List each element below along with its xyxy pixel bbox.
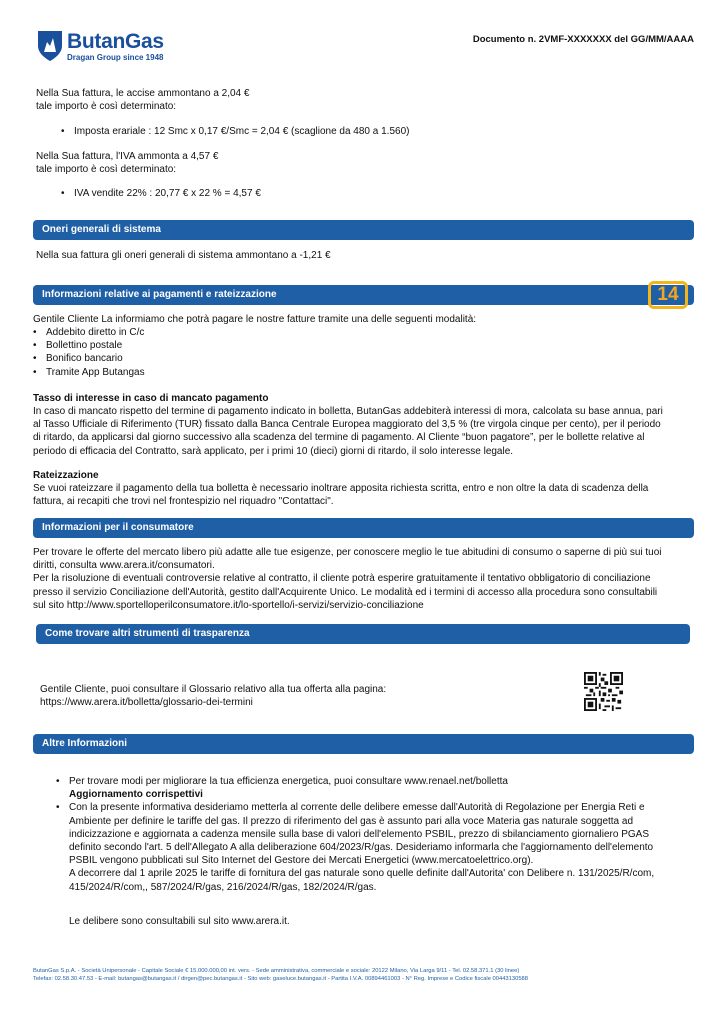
rateizzazione-title: Rateizzazione [33, 470, 99, 481]
footer-line-1: ButanGas S.p.A. - Società Unipersonale - Capitale Sociale € 15.000.000,00 int. vers. - Sede amministrativa, commerciale e sociale: 20122 Milano, Via Larga 9/11 - Tel. 02.58.371.1 (30 linee) [33, 968, 520, 974]
tasso-line: periodo di efficacia del Contratto, sarà applicato, per i primi 10 (dieci) giorni di ritardo, il solo interesse legale. [33, 445, 514, 457]
consumatore-line: Per trovare le offerte del mercato libero più adatte alle tue esigenze, per conoscere meglio le tue abitudini di consumo o saperne di più sui tuoi [33, 547, 662, 558]
tasso-line: di ritardo, da applicarsi dal giorno successivo alla scadenza del termine di pagamento. Al Cliente “buon pagatore”, per le bollette relative al [33, 432, 645, 444]
page-badge: 14 [648, 281, 688, 309]
accise-list [61, 125, 409, 138]
pagamenti-intro: Gentile Cliente La informiamo che potrà pagare le nostre fatture tramite una delle seguenti modalità: [33, 314, 477, 325]
brand-tagline: Dragan Group since 1948 [67, 53, 164, 62]
section-trasparenza-header: Come trovare altri strumenti di trasparenza [36, 624, 690, 644]
delibere-line: definito secondo l'art. 5 dell'Allegato A alla deliberazione 604/2023/R/gas. Desideriamo informarla che l'aggiornamento dell'elemento [69, 842, 654, 854]
rate-line: Se vuoi rateizzare il pagamento della tua bolletta è necessario inoltrare apposita richiesta scritta, entro e non oltre la data di scadenza della [33, 483, 649, 494]
delibere-line: • Con la presente informativa desideriamo metterla al corrente delle delibere emesse dall'Autorità di Regolazione per Energia Reti e [69, 802, 645, 814]
consumatore-text [33, 546, 698, 612]
rateizzazione-text [33, 482, 698, 508]
qr-code-icon[interactable] [584, 672, 623, 711]
glossario-link[interactable]: https://www.arera.it/bolletta/glossario-dei-termini [40, 697, 253, 708]
payment-method-item: • Bollettino postale [33, 339, 145, 352]
section-altre-header: Altre Informazioni [33, 734, 694, 754]
tasso-text [33, 405, 698, 458]
tasso-line: al Tasso Ufficiale di Riferimento (TUR) fissato dalla Banca Centrale Europea maggiorato del 3,5 % (tre virgola cinque per cento), per il periodo [33, 419, 661, 431]
rate-line: fattura, ai recapiti che trovi nel frontespizio nel riquadro "Contattaci". [33, 496, 334, 508]
delibere-line: 415/2024/R/com,, 587/2024/R/gas, 216/2024/R/gas, 182/2024/R/gas. [69, 881, 377, 893]
payment-method-item: • Bonifico bancario [33, 352, 145, 365]
document-id: Documento n. 2VMF-XXXXXXX del GG/MM/AAAA [472, 34, 694, 45]
section-consumatore-header: Informazioni per il consumatore [33, 518, 694, 538]
tasso-line: In caso di mancato rispetto del termine di pagamento indicato in bolletta, ButanGas addebiterà interessi di mora, calcolata su base annua, pari [33, 406, 663, 417]
consumatore-line: sul sito http://www.sportelloperilconsumatore.it/lo-sportello/i-servizi/servizio-conciliazione [33, 599, 424, 611]
altre-item-delibere [56, 801, 696, 893]
iva-item: • IVA vendite 22% : 20,77 € x 22 % = 4,57 € [61, 187, 261, 200]
iva-line-1: Nella Sua fattura, l'IVA ammonta a 4,57 € [36, 151, 219, 162]
glossario-text: Gentile Cliente, puoi consultare il Glossario relativo alla tua offerta alla pagina: [40, 684, 387, 695]
section-pagamenti-header: Informazioni relative ai pagamenti e rateizzazione [33, 285, 694, 305]
iva-list [61, 187, 261, 200]
accise-line-2: tale importo è così determinato: [36, 101, 177, 112]
consumatore-line: presso il servizio Conciliazione dell'Autorità, gestito dall'Acquirente Unico. Le modalità ed i termini di accesso alla procedura sono consultabili [33, 586, 658, 598]
consumatore-line: diritti, consulta www.arera.it/consumatori. [33, 560, 215, 572]
section-oneri-header: Oneri generali di sistema [33, 220, 694, 240]
logo-emblem-icon [37, 30, 63, 62]
payment-method-item: • Tramite App Butangas [33, 366, 145, 379]
brand-name: ButanGas [67, 30, 164, 53]
accise-item: • Imposta erariale : 12 Smc x 0,17 €/Smc = 2,04 € (scaglione da 480 a 1.560) [61, 125, 409, 138]
payment-methods-list [33, 326, 145, 379]
delibere-line: Ambiente per definire le tariffe del gas. Il prezzo di riferimento del gas è assunto pari alla voce Materia gas naturale soggetta ad [69, 815, 634, 827]
delibere-line: PSBIL vengono pubblicati sul Sito Internet del Gestore dei Mercati Energetici (www.mercatoelettrico.org). [69, 855, 534, 867]
altre-item-efficienza [56, 775, 696, 801]
tasso-title: Tasso di interesse in caso di mancato pagamento [33, 393, 269, 404]
footer-line-2: Telefax: 02.58.30.47.53 - E-mail: butangas@butangas.it / dirgen@pec.butangas.it - Sito web: gaseluce.butangas.it - Partita I.V.A. 00894461003 - N° Reg. Imprese e Codice fiscale 00443130588 [33, 976, 528, 982]
aggiornamento-title: Aggiornamento corrispettivi [69, 789, 203, 801]
oneri-text: Nella sua fattura gli oneri generali di sistema ammontano a -1,21 € [36, 250, 331, 261]
payment-method-item: • Addebito diretto in C/c [33, 326, 145, 339]
consumatore-line: Per la risoluzione di eventuali controversie relative al contratto, il cliente potrà esperire gratuitamente il tentativo obbligatorio di conciliazione [33, 573, 651, 585]
altre-list [56, 775, 696, 894]
delibere-closing: Le delibere sono consultabili sul sito www.arera.it. [69, 916, 290, 927]
delibere-line: indicizzazione e aggiornata a cadenza mensile sulla base di valori dell'elemento PSBIL, prezzo di sbilanciamento giornaliero PGAS [69, 828, 650, 840]
accise-line-1: Nella Sua fattura, le accise ammontano a 2,04 € [36, 88, 250, 99]
efficienza-text: • Per trovare modi per migliorare la tua efficienza energetica, puoi consultare www.renael.net/bolletta [69, 776, 508, 787]
butangas-logo [37, 30, 177, 66]
delibere-line: A decorrere dal 1 aprile 2025 le tariffe di fornitura del gas naturale sono quelle definite dall'Autorita' con Delibere n. 131/2025/R/com, [69, 868, 655, 880]
iva-line-2: tale importo è così determinato: [36, 164, 177, 175]
